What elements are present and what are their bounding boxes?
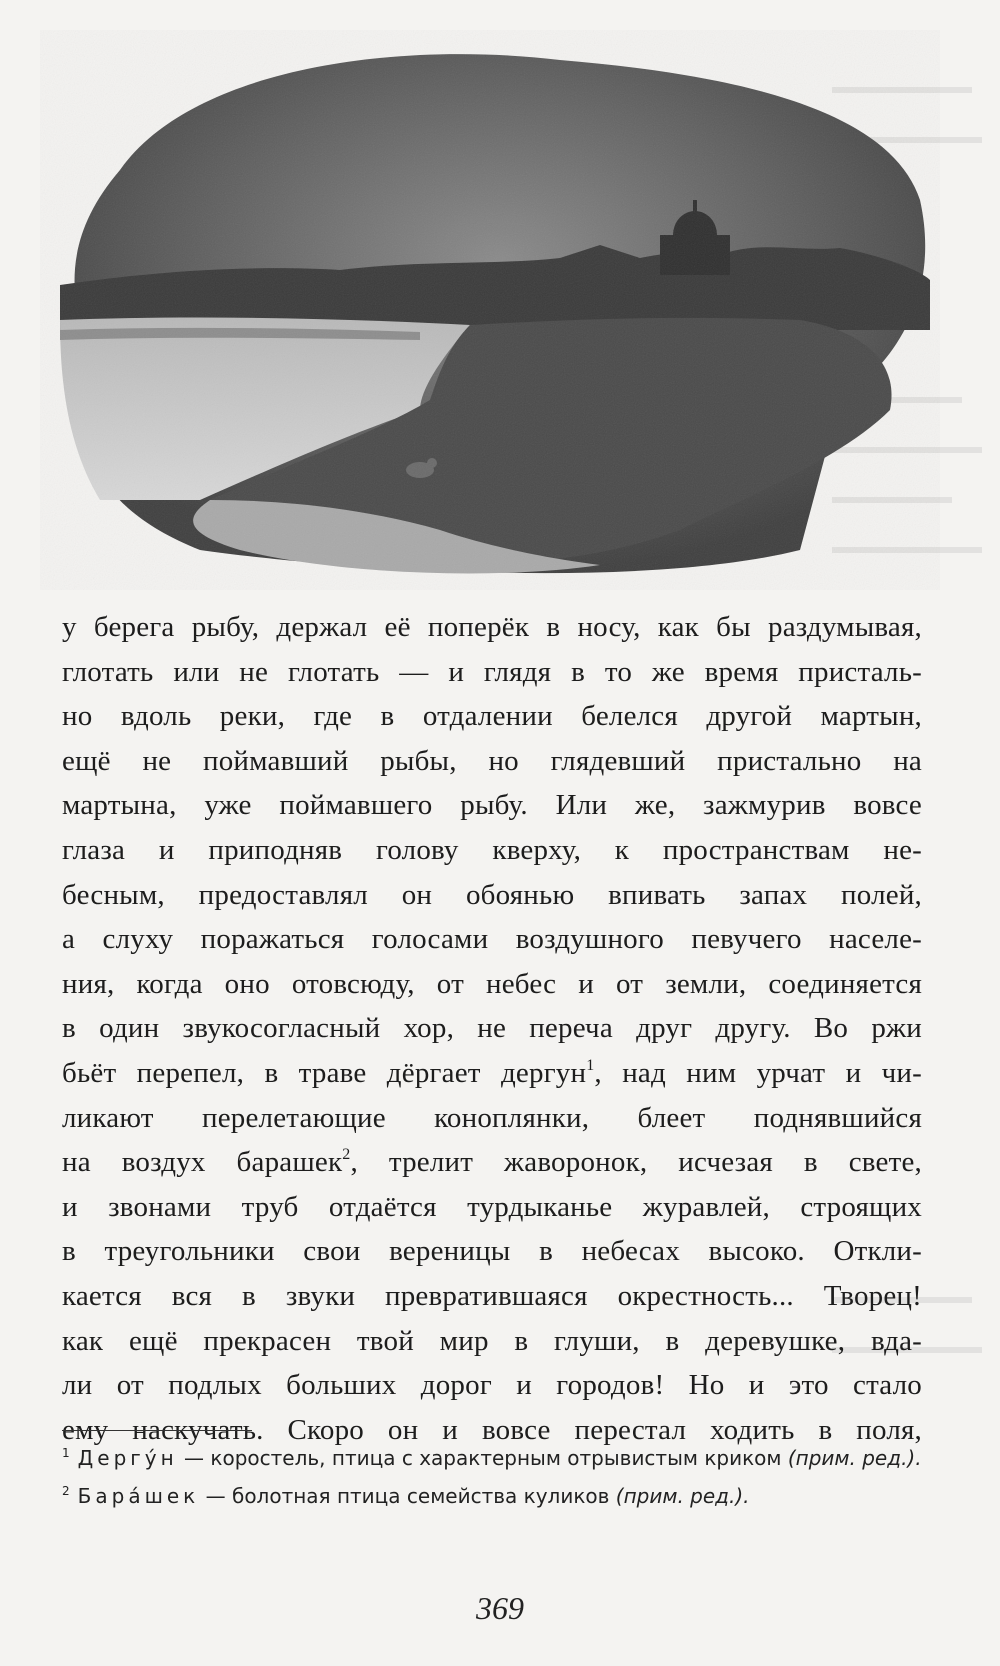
footnote-2 bbox=[62, 1478, 922, 1510]
text-line: ему наскучать. Скоро он и вовсе перестал ходить в поля, bbox=[62, 1413, 922, 1446]
footnote-divider bbox=[62, 1430, 252, 1431]
text-segment: над ним урчат и чи- bbox=[622, 1056, 922, 1089]
text-segment: бьёт перепел, в траве дёргает дергун bbox=[62, 1056, 587, 1089]
text-line: в треугольники свои вереницы в небесах высоко. Откли- bbox=[62, 1235, 922, 1268]
text-line: глаза и приподняв голову кверху, к пространствам не- bbox=[62, 833, 922, 866]
footnote-1 bbox=[62, 1440, 922, 1472]
editor-note: (прим. ред.). bbox=[615, 1484, 750, 1508]
text-line: ликают перелетающие коноплянки, блеет поднявшийся bbox=[62, 1101, 922, 1134]
footnote-ref-1[interactable]: 1 bbox=[586, 1056, 595, 1074]
text-line: бесным, предоставлял он обоянью впивать запах полей, bbox=[62, 878, 922, 911]
text-line: а слуху поражаться голосами воздушного певучего населе- bbox=[62, 923, 922, 956]
footnotes bbox=[62, 1440, 922, 1516]
text-line: в один звукосогласный хор, не переча друг другу. Во ржи bbox=[62, 1012, 922, 1045]
page-number: 369 bbox=[476, 1590, 524, 1626]
text-line: бьёт перепел, в траве дёргает дергун$^1$, над ним урчат и чи- bbox=[62, 1056, 922, 1089]
editor-note: (прим. ред.). bbox=[787, 1446, 922, 1470]
text-line: как ещё прекрасен твой мир в глуши, в деревушке, вда- bbox=[62, 1324, 922, 1357]
footnote-text: — коростель, птица с характерным отрывистым криком bbox=[177, 1446, 788, 1470]
footnote-term: Бара́шек bbox=[77, 1484, 200, 1508]
text-line: мартына, уже поймавшего рыбу. Или же, зажмурив вовсе bbox=[62, 789, 922, 822]
footnote-number: 1 bbox=[62, 1446, 70, 1460]
text-line bbox=[62, 1140, 922, 1185]
footnote-text: — болотная птица семейства куликов bbox=[199, 1484, 616, 1508]
text-line: но вдоль реки, где в отдалении белелся другой мартын, bbox=[62, 700, 922, 733]
text-segment: , трелит жаворонок, исчезая в свете, bbox=[350, 1146, 922, 1179]
footnote-number: 2 bbox=[62, 1484, 70, 1498]
text-line: кается вся в звуки превратившаяся окрестность... Творец! bbox=[62, 1279, 922, 1312]
text-line: и звонами труб отдаётся турдыканье журавлей, строящих bbox=[62, 1190, 922, 1223]
landscape-illustration bbox=[40, 30, 940, 590]
text-segment: на воздух барашек bbox=[62, 1146, 343, 1179]
body-text bbox=[62, 605, 922, 1452]
text-line: у берега рыбу, держал её поперёк в носу, как бы раздумывая, bbox=[62, 611, 922, 643]
text-line: ли от подлых больших дорог и городов! Но и это стало bbox=[62, 1369, 922, 1402]
text-line: ния, когда оно отовсюду, от небес и от земли, соединяется bbox=[62, 967, 922, 1000]
footnote-ref-2[interactable]: 2 bbox=[342, 1146, 351, 1164]
text-line: глотать или не глотать — и глядя в то же время присталь- bbox=[62, 655, 922, 688]
text-line: ещё не поймавший рыбы, но глядевший пристально на bbox=[62, 744, 922, 777]
footnote-term: Дергу́н bbox=[77, 1446, 178, 1470]
